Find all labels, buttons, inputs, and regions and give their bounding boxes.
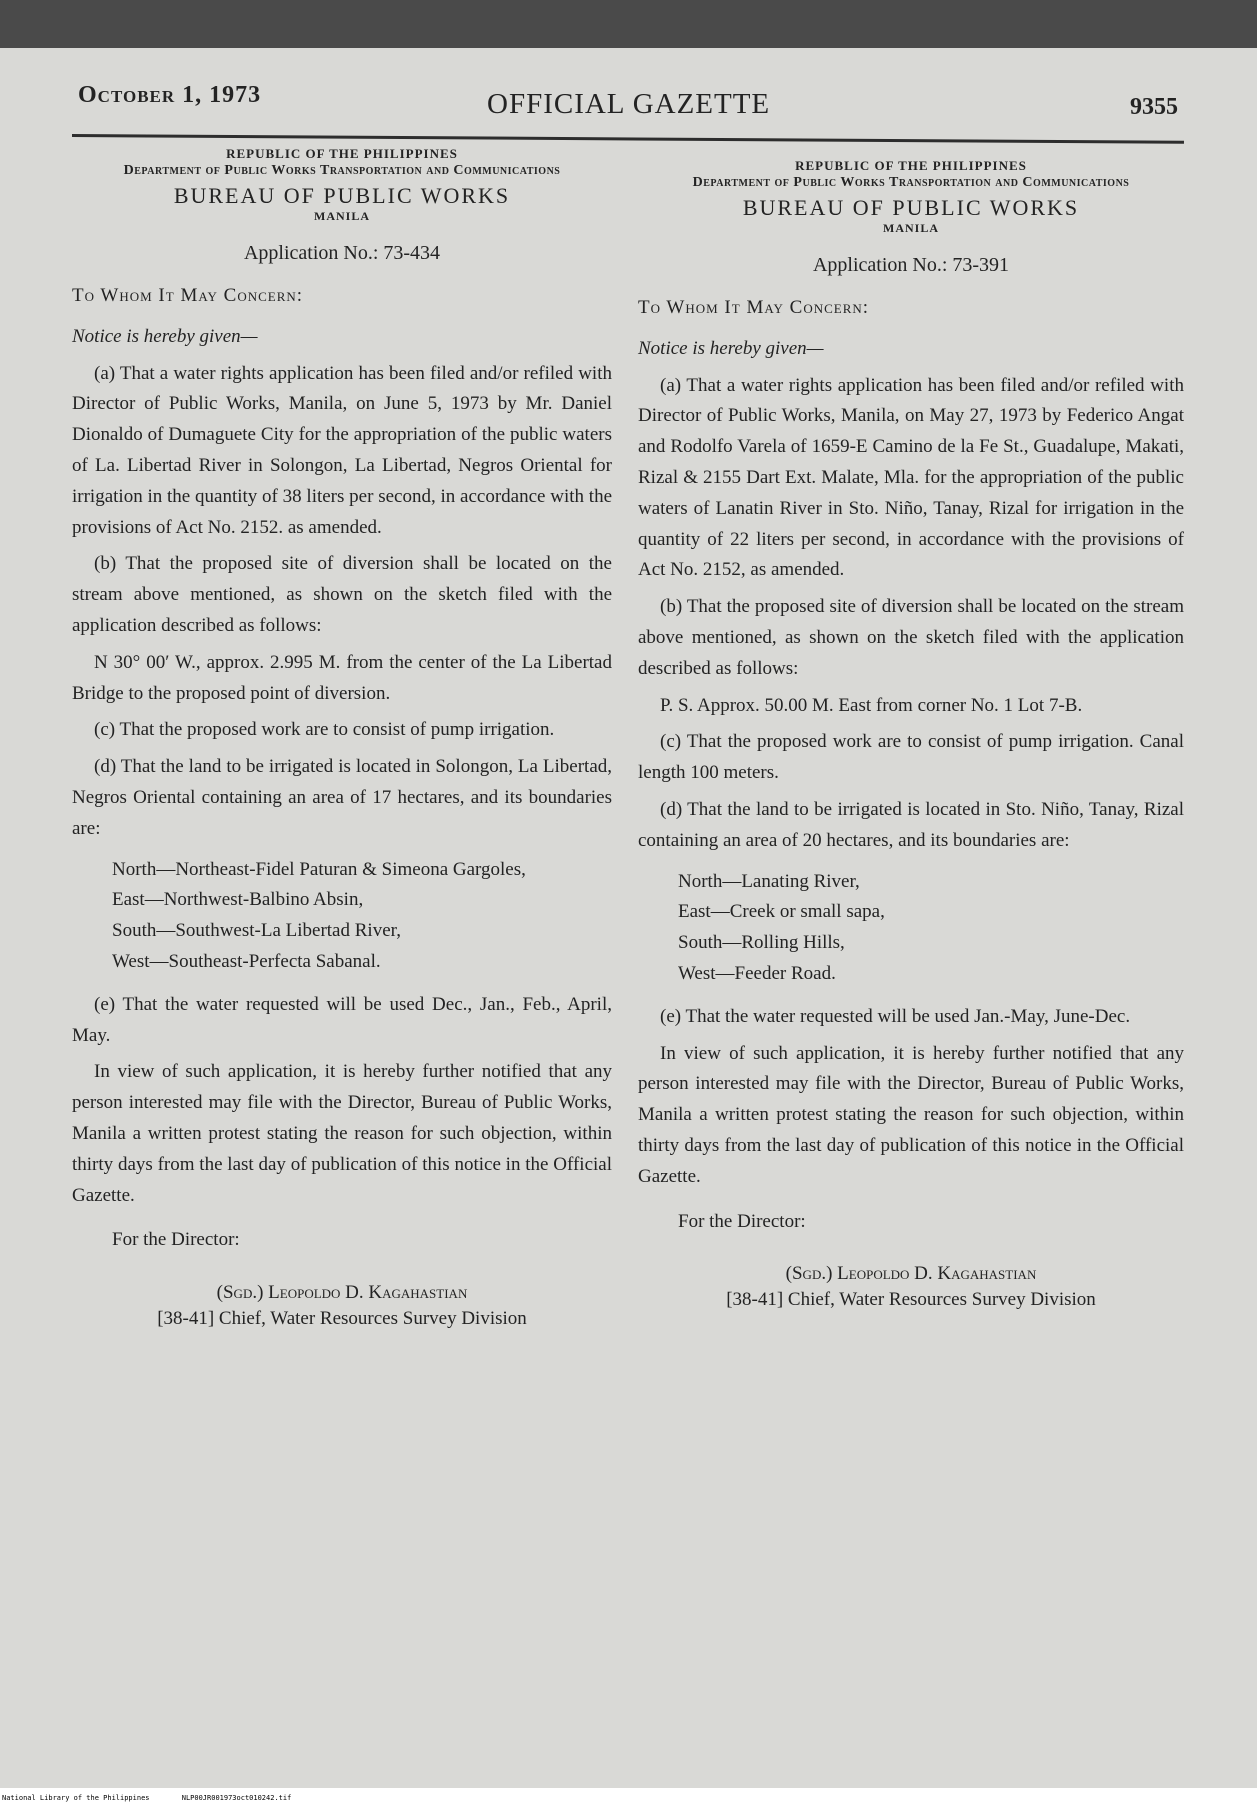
paragraph-c: (c) That the proposed work are to consist of pump irrigation. Canal length 100 meters. xyxy=(638,731,1184,784)
paragraph-b: (b) That the proposed site of diversion shall be located on the stream above mentioned, as shown on the sketch filed with the application described as follows: xyxy=(638,596,1184,679)
notice-left xyxy=(72,146,612,1332)
boundaries-list xyxy=(678,867,1184,990)
boundary-east: East—Northwest-Balbino Absin, xyxy=(112,889,364,911)
city-line: MANILA xyxy=(314,209,370,224)
paragraph-e: (e) That the water requested will be used Jan.-May, June-Dec. xyxy=(660,1005,1131,1027)
paragraph-b: (b) That the proposed site of diversion shall be located on the stream above mentioned, as shown on the sketch filed with the application described as follows: xyxy=(72,553,612,637)
protest-paragraph: In view of such application, it is hereby further notified that any person interested may file with the Director, Bureau of Public Works, Manila a written protest stating the reason for such objection, within thirty days from the last day of publication of this notice in the Official Gazette. xyxy=(638,1042,1184,1187)
signer-role: [38-41] Chief, Water Resources Survey Division xyxy=(157,1308,527,1330)
signer-role: [38-41] Chief, Water Resources Survey Division xyxy=(726,1289,1096,1311)
paragraph-d: (d) That the land to be irrigated is located in Solongon, La Libertad, Negros Oriental containing an area of 17 hectares, and its boundaries are: xyxy=(72,756,612,839)
paragraph-a: (a) That a water rights application has been filed and/or refiled with Director of Public Works, Manila, on June 5, 1973 by Mr. Daniel Dionaldo of Dumaguete City for the appropriation of the public waters of La. Libertad River in Solongon, La Libertad, Negros Oriental for irrigation in the quantity of 38 liters per second, in accordance with the provisions of Act No. 2152. as amended. xyxy=(72,362,612,538)
header-rule xyxy=(72,134,1184,144)
notice-given: Notice is hereby given— xyxy=(72,325,258,347)
boundary-south: South—Rolling Hills, xyxy=(678,932,845,954)
republic-line: REPUBLIC OF THE PHILIPPINES xyxy=(795,158,1027,173)
publication-title: OFFICIAL GAZETTE xyxy=(487,88,771,120)
paragraph-c: (c) That the proposed work are to consist of pump irrigation. xyxy=(94,719,555,741)
department-line: Department of Public Works Transportation and Communications xyxy=(123,163,561,179)
agency-heading xyxy=(72,146,612,224)
scan-filename: NLP00JR001973oct010242.tif xyxy=(181,1794,292,1802)
signature-block xyxy=(72,1280,612,1332)
protest-paragraph: In view of such application, it is hereby further notified that any person interested may file with the Director, Bureau of Public Works, Manila a written protest stating the reason for such objection, within thirty days from the last day of publication of this notice in the Official Gazette. xyxy=(72,1061,612,1206)
paragraph-a: (a) That a water rights application has been filed and/or refiled with Director of Public Works, Manila, on May 27, 1973 by Federico Angat and Rodolfo Varela of 1659-E Camino de la Fe St., Guadalupe, Makati, Rizal & 2155 Dart Ext. Malate, Mla. for the appropriation of the public waters of Lanatin River in Sto. Niño, Tanay, Rizal for irrigation in the quantity of 22 liters per second, in accordance with the provisions of Act No. 2152, as amended. xyxy=(638,374,1184,581)
bureau-line: BUREAU OF PUBLIC WORKS xyxy=(742,194,1080,220)
city-line: MANILA xyxy=(883,221,939,236)
gazette-page xyxy=(0,48,1257,1788)
boundaries-list xyxy=(112,855,612,978)
paragraph-e: (e) That the water requested will be used Dec., Jan., Feb., April, May. xyxy=(72,993,612,1046)
notice-given: Notice is hereby given— xyxy=(638,337,824,359)
bureau-line: BUREAU OF PUBLIC WORKS xyxy=(173,182,511,208)
republic-line: REPUBLIC OF THE PHILIPPINES xyxy=(226,146,458,161)
signer-name: (Sgd.) Leopoldo D. Kagahastian xyxy=(216,1282,468,1304)
scan-top-border xyxy=(0,0,1257,48)
signer-name: (Sgd.) Leopoldo D. Kagahastian xyxy=(785,1263,1037,1285)
boundary-east: East—Creek or small sapa, xyxy=(678,901,885,923)
boundary-north: North—Lanating River, xyxy=(678,870,860,892)
for-director: For the Director: xyxy=(678,1210,806,1232)
application-number: Application No.: 73-434 xyxy=(243,242,441,265)
boundary-south: South—Southwest-La Libertad River, xyxy=(112,920,401,942)
page-number: 9355 xyxy=(1130,94,1178,120)
signature-block xyxy=(638,1261,1184,1313)
salutation: To Whom It May Concern: xyxy=(72,285,304,307)
diversion-location: P. S. Approx. 50.00 M. East from corner No. 1 Lot 7-B. xyxy=(660,694,1083,716)
department-line: Department of Public Works Transportation and Communications xyxy=(692,175,1130,191)
issue-date: October 1, 1973 xyxy=(78,82,262,108)
boundary-north: North—Northeast-Fidel Paturan & Simeona Gargoles, xyxy=(112,858,526,880)
boundary-west: West—Feeder Road. xyxy=(678,962,836,984)
application-number: Application No.: 73-391 xyxy=(812,254,1010,277)
salutation: To Whom It May Concern: xyxy=(638,297,870,319)
scan-footer xyxy=(0,1788,1257,1808)
library-credit: National Library of the Philippines xyxy=(2,1794,150,1802)
notice-right xyxy=(638,158,1184,1313)
boundary-west: West—Southeast-Perfecta Sabanal. xyxy=(112,950,381,972)
for-director: For the Director: xyxy=(112,1229,240,1251)
diversion-location: N 30° 00′ W., approx. 2.995 M. from the center of the La Libertad Bridge to the proposed point of diversion. xyxy=(72,651,612,704)
paragraph-d: (d) That the land to be irrigated is located in Sto. Niño, Tanay, Rizal containing an area of 20 hectares, and its boundaries are: xyxy=(638,799,1184,851)
agency-heading xyxy=(638,158,1184,236)
